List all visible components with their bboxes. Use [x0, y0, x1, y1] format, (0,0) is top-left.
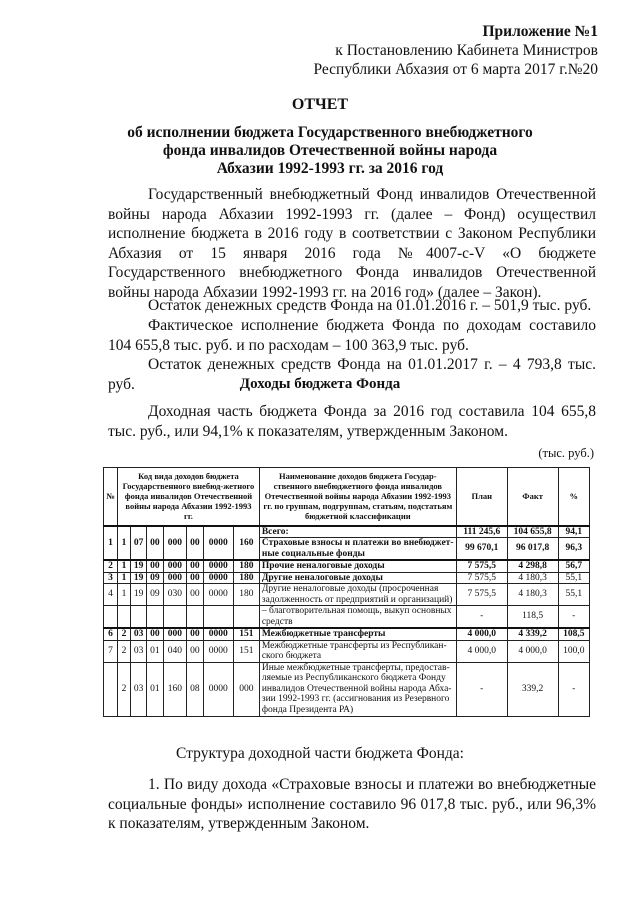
cell-code: 00 — [147, 526, 163, 561]
total-plan: 111 245,6 — [456, 526, 507, 538]
cell-code — [147, 606, 163, 629]
cell-code: 00 — [187, 584, 203, 606]
cell-fact: 118,5 — [507, 606, 558, 629]
table-row — [104, 584, 590, 606]
cell-code: 151 — [233, 640, 259, 662]
cell-percent: 55,1 — [558, 584, 589, 606]
cell-code: 00 — [147, 628, 163, 640]
cell-fact: 4 180,3 — [507, 572, 558, 584]
cell-percent: 56,7 — [558, 560, 589, 572]
cell-code: 09 — [147, 572, 163, 584]
cell-code — [163, 606, 187, 629]
cell-fact: 339,2 — [507, 662, 558, 716]
table-row — [104, 560, 590, 572]
balance-start-paragraph: Остаток денежных средств Фонда на 01.01.2016 г. – 501,9 тыс. руб. — [148, 297, 592, 314]
cell-code: 000 — [163, 560, 187, 572]
cell-code: 00 — [187, 560, 203, 572]
header-name: Наименование доходов бюджета Государ-ственного внебюджетного фонда инвалидов Отечественной войны народа Абхазии 1992-1993 гг. по группам, подгруппам, статьям, подстатьям бюджетной классификации — [259, 468, 456, 526]
cell-code — [233, 606, 259, 629]
cell-name: Иные межбюджетные трансферты, предостав-ляемые из Республиканского бюджета Фонду инвалидов Отечественной войны народа Абха-зии 1992-1993 гг. (ассигнования из Резервного фонда Президента РА) — [259, 662, 456, 716]
cell-code: 030 — [163, 584, 187, 606]
cell-code: 0000 — [203, 526, 233, 561]
cell-name: Прочие неналоговые доходы — [259, 560, 456, 572]
units-label: (тыс. руб.) — [538, 446, 594, 460]
total-percent: 94,1 — [558, 526, 589, 538]
table-row — [104, 628, 590, 640]
cell-no: 3 — [104, 572, 118, 584]
balance-end-paragraph: Остаток денежных средств Фонда на 01.01.2017 г. – 4 793,8 тыс. руб. — [108, 356, 596, 393]
cell-percent: 100,0 — [558, 640, 589, 662]
structure-heading: Структура доходной части бюджета Фонда: — [176, 745, 464, 762]
cell-code: 1 — [118, 584, 131, 606]
cell-code: 00 — [187, 572, 203, 584]
execution-paragraph: Фактическое исполнение бюджета Фонда по доходам составило 104 655,8 тыс. руб. и по расходам – 100 363,9 тыс. руб. — [108, 317, 596, 354]
header-fact: Факт — [507, 468, 558, 526]
intro-paragraph: Государственный внебюджетный Фонд инвалидов Отечественной войны народа Абхазии 1992-1993 гг. (далее – Фонд) осуществил исполнение бюджета в 2016 году в соответствии с Законом Республики Абхазия от 15 января 2016 года №4007-с-V «О бюджете Государственного внебюджетного Фонда инвалидов Отечественной войны народа Абхазии 1992-1993 гг. на 2016 год» (далее – Закон). — [108, 186, 596, 301]
cell-code: 1 — [118, 572, 131, 584]
cell-code: 07 — [131, 526, 147, 561]
cell-name: Межбюджетные трансферты из Республикан-ского бюджета — [259, 640, 456, 662]
cell-code: 0000 — [203, 584, 233, 606]
cell-code — [118, 606, 131, 629]
cell-code: 19 — [131, 584, 147, 606]
cell-plan: 99 670,1 — [456, 538, 507, 561]
cell-no — [104, 606, 118, 629]
cell-fact: 4 298,8 — [507, 560, 558, 572]
report-title: ОТЧЕТ — [291, 96, 349, 113]
cell-no: 7 — [104, 640, 118, 662]
cell-plan: 4 000,0 — [456, 628, 507, 640]
cell-no: 4 — [104, 584, 118, 606]
appendix-number: Приложение №1 — [482, 23, 598, 40]
header-code: Код вида доходов бюджета Государственного внебюд-жетного фонда инвалидов Отечественной войны народа Абхазии 1992-1993 гг. — [118, 468, 260, 526]
cell-code: 0000 — [203, 560, 233, 572]
income-paragraph: Доходная часть бюджета Фонда за 2016 год составила 104 655,8 тыс. руб., или 94,1% к показателям, утвержденным Законом. — [108, 403, 596, 440]
cell-plan: 7 575,5 — [456, 560, 507, 572]
appendix-line-2: Республики Абхазия от 6 марта 2017 г.№20 — [313, 61, 598, 78]
appendix-header — [314, 22, 599, 79]
cell-plan: 4 000,0 — [456, 640, 507, 662]
cell-code: 151 — [233, 628, 259, 640]
cell-plan: - — [456, 662, 507, 716]
cell-name: Другие неналоговые доходы — [259, 572, 456, 584]
cell-code: 180 — [233, 584, 259, 606]
header-no: № — [104, 468, 118, 526]
table-row — [104, 662, 590, 716]
cell-no: 1 — [104, 526, 118, 561]
cell-code: 2 — [118, 628, 131, 640]
cell-percent: - — [558, 606, 589, 629]
cell-code: 1 — [118, 526, 131, 561]
income-section-heading: Доходы бюджета Фонда — [239, 376, 401, 392]
subtitle-line-3: Абхазии 1992-1993 гг. за 2016 год — [216, 160, 444, 177]
cell-code: 160 — [163, 662, 187, 716]
table-header-row — [104, 468, 590, 526]
cell-code: 08 — [187, 662, 203, 716]
cell-percent: 108,5 — [558, 628, 589, 640]
cell-code: 2 — [118, 640, 131, 662]
table-row-total — [104, 526, 590, 538]
cell-code — [187, 606, 203, 629]
cell-percent: - — [558, 662, 589, 716]
cell-code: 160 — [233, 526, 259, 561]
table-row — [104, 640, 590, 662]
cell-fact: 4 180,3 — [507, 584, 558, 606]
cell-code: 2 — [118, 662, 131, 716]
appendix-line-1: к Постановлению Кабинета Министров — [335, 42, 598, 59]
cell-code: 03 — [131, 662, 147, 716]
cell-code: 03 — [131, 628, 147, 640]
cell-code: 000 — [163, 526, 187, 561]
cell-code: 09 — [147, 584, 163, 606]
cell-code: 00 — [187, 640, 203, 662]
cell-no: 2 — [104, 560, 118, 572]
cell-plan: 7 575,5 — [456, 572, 507, 584]
cell-code: 180 — [233, 572, 259, 584]
cell-code: 01 — [147, 662, 163, 716]
cell-code: 0000 — [203, 640, 233, 662]
header-percent: % — [558, 468, 589, 526]
header-plan: План — [456, 468, 507, 526]
cell-code: 19 — [131, 560, 147, 572]
cell-fact: 4 339,2 — [507, 628, 558, 640]
cell-name: Страховые взносы и платежи во внебюджет-ные социальные фонды — [259, 538, 456, 561]
cell-code: 040 — [163, 640, 187, 662]
cell-name: – благотворительная помощь, выкуп основных средств — [259, 606, 456, 629]
cell-plan: 7 575,5 — [456, 584, 507, 606]
report-subtitle — [60, 124, 600, 178]
total-label: Всего: — [259, 526, 456, 538]
cell-code — [203, 606, 233, 629]
income-table — [103, 467, 590, 717]
cell-name: Межбюджетные трансферты — [259, 628, 456, 640]
cell-code: 19 — [131, 572, 147, 584]
cell-plan: - — [456, 606, 507, 629]
cell-percent: 55,1 — [558, 572, 589, 584]
cell-code: 00 — [187, 526, 203, 561]
cell-code: 01 — [147, 640, 163, 662]
cell-no: 6 — [104, 628, 118, 640]
subtitle-line-1: об исполнении бюджета Государственного внебюджетного — [127, 124, 533, 141]
cell-no — [104, 662, 118, 716]
structure-item-1: 1. По виду дохода «Страховые взносы и платежи во внебюджетные социальные фонды» исполнение составило 96 017,8 тыс. руб., или 96,3% к показателям, утвержденным Законом. — [108, 776, 596, 832]
cell-code: 00 — [147, 560, 163, 572]
cell-code: 000 — [163, 628, 187, 640]
total-fact: 104 655,8 — [507, 526, 558, 538]
subtitle-line-2: фонда инвалидов Отечественной войны народа — [162, 142, 498, 159]
cell-code: 000 — [163, 572, 187, 584]
cell-name: Другие неналоговые доходы (просроченная задолженность от предприятий и организаций) — [259, 584, 456, 606]
cell-code: 000 — [233, 662, 259, 716]
table-row — [104, 572, 590, 584]
cell-fact: 96 017,8 — [507, 538, 558, 561]
cell-code: 0000 — [203, 572, 233, 584]
cell-fact: 4 000,0 — [507, 640, 558, 662]
cell-code: 1 — [118, 560, 131, 572]
cell-code — [131, 606, 147, 629]
cell-code: 0000 — [203, 662, 233, 716]
cell-code: 180 — [233, 560, 259, 572]
cell-code: 00 — [187, 628, 203, 640]
cell-code: 03 — [131, 640, 147, 662]
cell-percent: 96,3 — [558, 538, 589, 561]
table-row — [104, 606, 590, 629]
cell-code: 0000 — [203, 628, 233, 640]
